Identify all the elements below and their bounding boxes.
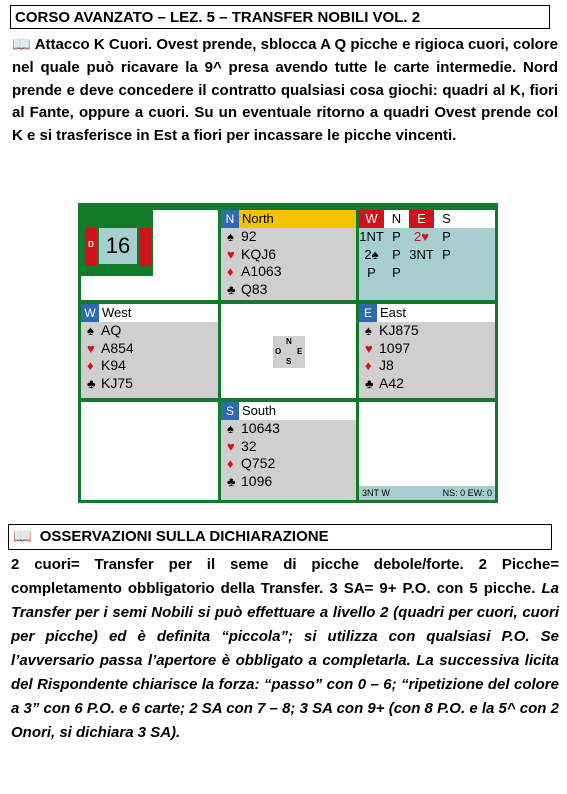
east-clubs: A42 (379, 374, 404, 391)
result-cell (359, 402, 495, 500)
diamond-icon: ♦ (227, 456, 234, 471)
west-clubs: KJ75 (101, 374, 133, 391)
bid: 3NT (409, 247, 434, 262)
spade-icon: ♠ (87, 323, 94, 338)
bid: P (392, 265, 401, 280)
north-clubs: Q83 (241, 280, 268, 297)
bid: P (442, 247, 451, 262)
diamond-icon: ♦ (87, 358, 94, 373)
compass-s: S (286, 357, 292, 366)
east-seat: E (359, 304, 377, 322)
south-spades: 10643 (241, 420, 280, 436)
book-icon: 📖 (13, 528, 32, 545)
west-seat: W (81, 304, 99, 322)
compass-e: E (297, 347, 303, 356)
west-hand (81, 304, 218, 398)
south-seat: S (221, 402, 239, 420)
club-icon: ♣ (227, 473, 236, 489)
intro-text: Attacco K Cuori. Ovest prende, sblocca A Q picche e rigioca cuori, colore nel quale può ricavare la 9^ presa avendo tutte le carte intermedie. Nord prende e deve concedere il contratto qualsiasi cosa giochi: quadri al K, fiori al Fante, oppure a cuori. Su un eventuale ritorno a quadri Ovest prende col K e si trasferisce in Est a fiori per incassare le picche vincenti. (12, 36, 558, 145)
auction-row (359, 246, 495, 264)
compass-o: O (275, 347, 282, 356)
diamond-icon: ♦ (365, 358, 372, 373)
intro-paragraph (12, 34, 558, 148)
south-hand (221, 402, 356, 500)
bridge-board (78, 203, 498, 503)
heart-icon: ♥ (87, 340, 95, 356)
spade-icon: ♠ (227, 421, 234, 436)
south-diamonds: Q752 (241, 455, 276, 471)
north-name: North (242, 211, 274, 226)
club-icon: ♣ (87, 375, 96, 391)
compass (273, 336, 305, 368)
heart-icon: ♥ (365, 340, 373, 356)
bid: 1NT (359, 229, 384, 244)
east-hearts: 1097 (379, 339, 411, 356)
page-title: CORSO AVANZATO – LEZ. 5 – TRANSFER NOBILI VOL. 2 (10, 5, 550, 29)
score-label: NS: 0 EW: 0 (442, 488, 492, 498)
book-icon: 📖 (12, 36, 31, 53)
spade-icon: ♠ (365, 323, 372, 338)
south-name: South (242, 403, 276, 418)
bid: 2♥ (414, 229, 429, 244)
east-hand (359, 304, 495, 398)
vul-right-bar (139, 228, 151, 266)
observations-heading (8, 524, 552, 550)
south-hearts: 32 (241, 437, 257, 454)
bid: 2♠ (364, 247, 379, 262)
board-number: 16 (99, 228, 137, 264)
auction-header-w: W (359, 210, 384, 228)
bid: P (367, 265, 376, 280)
bid: P (392, 247, 401, 262)
contract-label: 3NT W (362, 488, 390, 498)
north-hand (221, 210, 356, 300)
bid: P (442, 229, 451, 244)
north-hearts: KQJ6 (241, 245, 277, 262)
compass-n: N (286, 337, 292, 346)
dealer-label: D (88, 240, 94, 249)
club-icon: ♣ (227, 281, 236, 297)
club-icon: ♣ (365, 375, 374, 391)
board-number-cell (81, 210, 218, 300)
west-name: West (102, 305, 132, 320)
auction-header-e: E (409, 210, 434, 228)
west-diamonds: K94 (101, 357, 126, 373)
east-diamonds: J8 (379, 357, 394, 373)
auction-header-s: S (442, 211, 451, 226)
compass-cell (221, 304, 356, 398)
auction-row (359, 264, 495, 282)
heart-icon: ♥ (227, 438, 235, 454)
west-spades: AQ (101, 322, 122, 338)
east-spades: KJ875 (379, 322, 419, 338)
empty-cell (81, 402, 218, 500)
east-name: East (380, 305, 407, 320)
observations-italic: La Transfer per i semi Nobili si può effettuare a livello 2 (quadri per cuori, cuori per picche) ed è definita “piccola”; si utilizza con qualsiasi P.O. Se l’avversario passa l’apertore è obbligato a completarla. La successiva licita del Rispondente chiarisce la forza: “passo” con 0 – 6; “ripetizione del colore a 3” con 6 P.O. e 6 carte; 2 SA con 7 – 8; 3 SA con 9+ (con 8 P.O. e la 5^ con 2 Onori, si dichiara 3 SA). (11, 580, 559, 741)
auction-panel (359, 210, 495, 300)
auction-header-n: N (391, 211, 402, 226)
north-seat: N (221, 210, 239, 228)
auction-row (359, 228, 495, 246)
north-spades: 92 (241, 228, 257, 244)
diamond-icon: ♦ (227, 264, 234, 279)
bid: P (392, 229, 401, 244)
spade-icon: ♠ (227, 229, 234, 244)
status-bar (359, 486, 495, 500)
west-hearts: A854 (101, 339, 134, 356)
observations-text (11, 553, 559, 745)
heart-icon: ♥ (227, 246, 235, 262)
south-clubs: 1096 (241, 472, 273, 489)
observations-bold: 2 cuori= Transfer per il seme di picche debole/forte. 2 Picche= completamento obbligatorio della Transfer. 3 SA= 9+ P.O. con 5 picche. (11, 556, 559, 597)
north-diamonds: A1063 (241, 263, 282, 279)
observations-title: OSSERVAZIONI SULLA DICHIARAZIONE (39, 528, 329, 545)
